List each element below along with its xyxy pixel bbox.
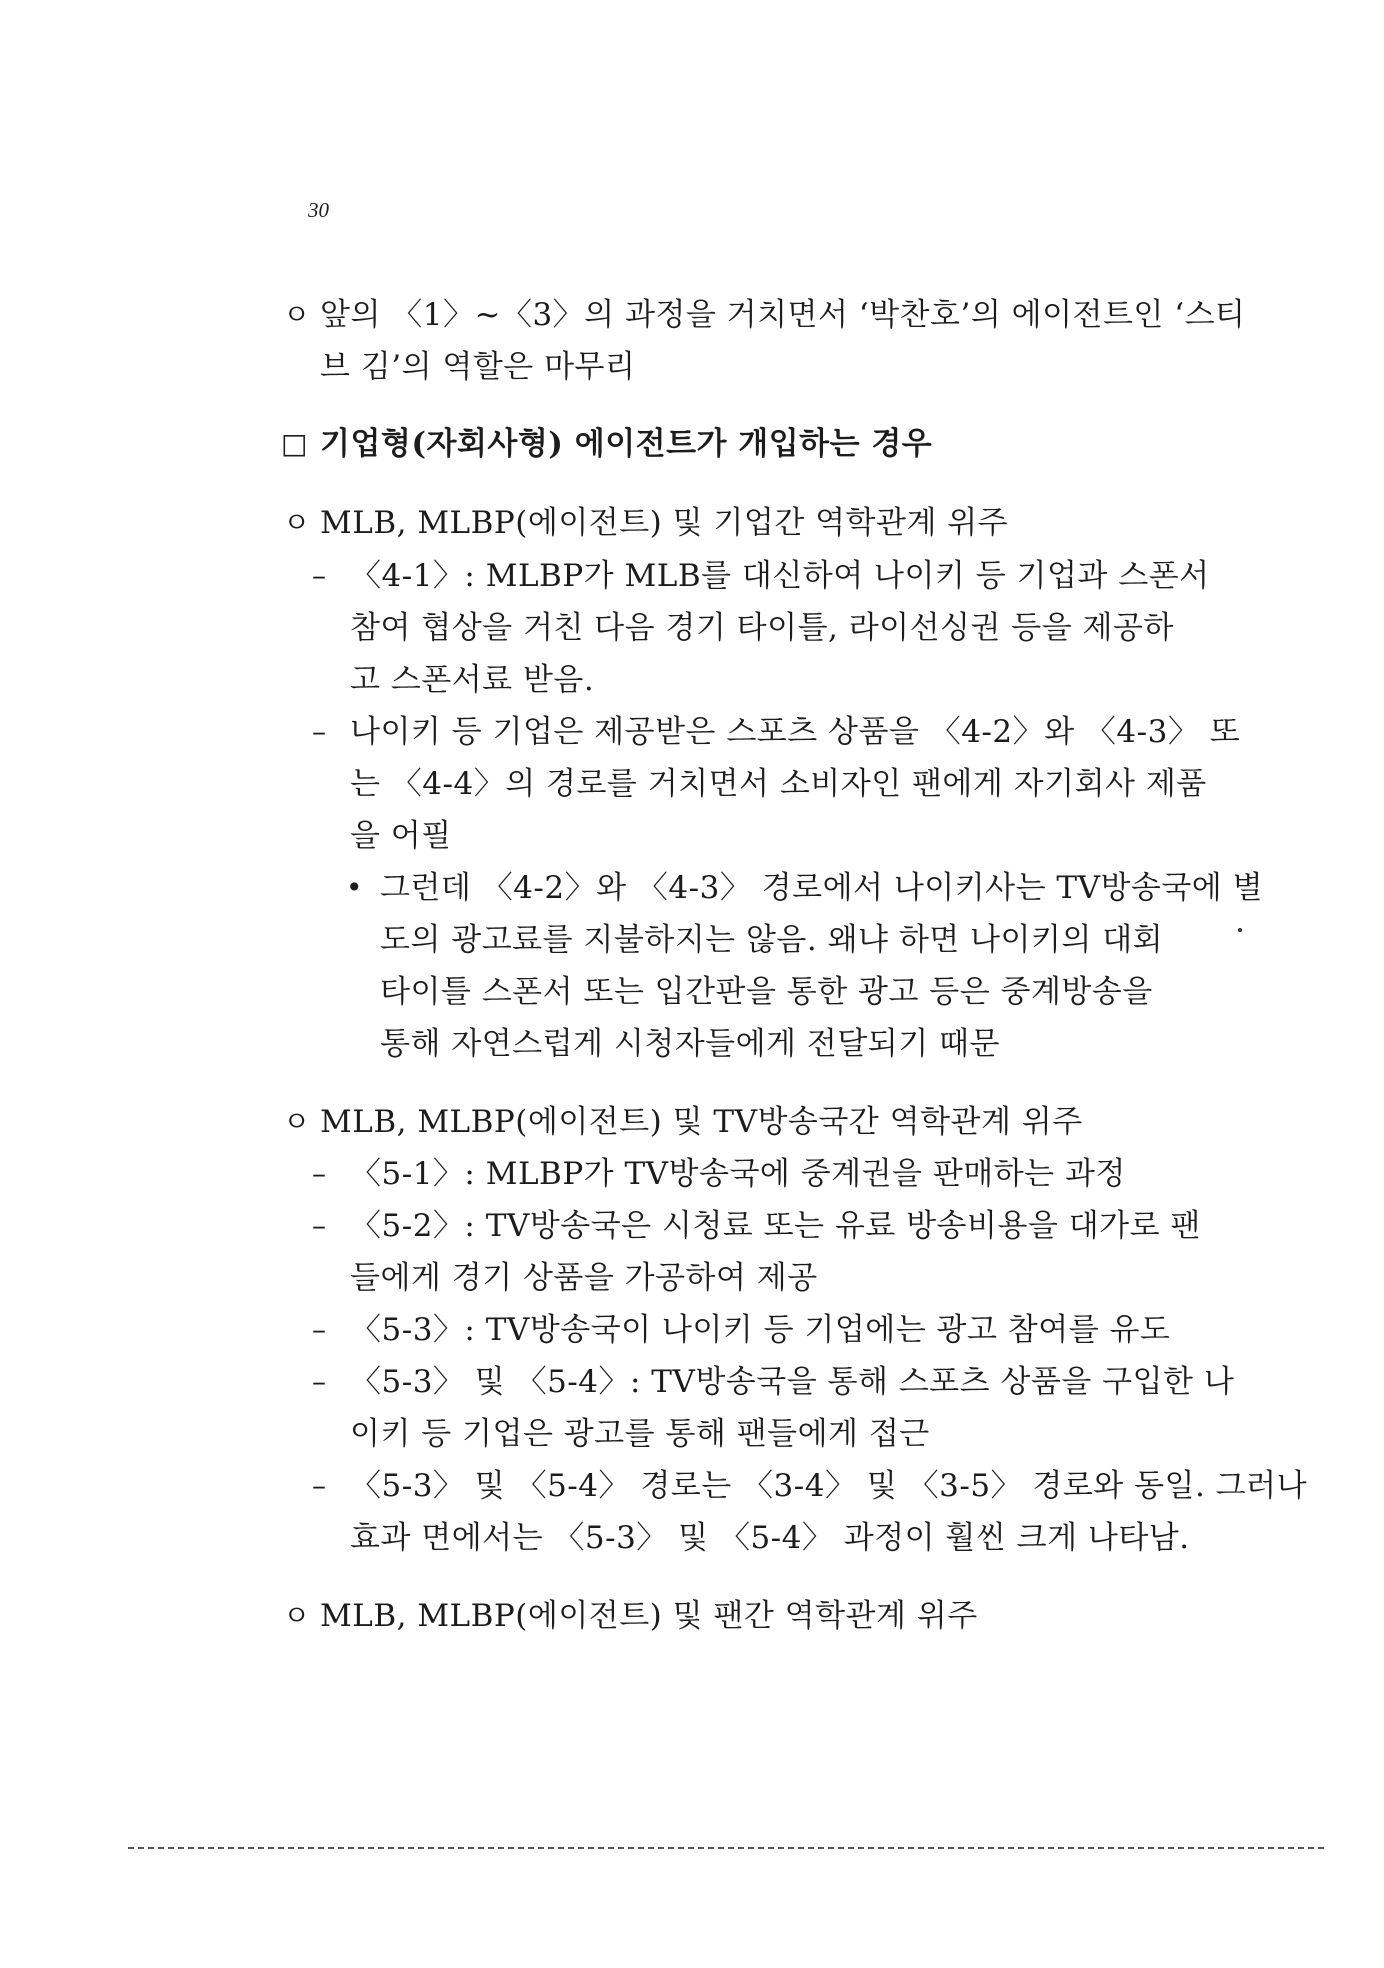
tv-item-5-line-1: 〈5-3〉 및 〈5-4〉 경로는 〈3-4〉 및 〈3-5〉 경로와 동일. 그러나 — [350, 1468, 1308, 1504]
corp-item-1-line-1: 〈4-1〉: MLBP가 MLB를 대신하여 나이키 등 기업과 스폰서 — [350, 558, 1210, 594]
fan-marker: ㅇ — [283, 1599, 311, 1632]
tv-item-2-marker: – — [312, 1209, 326, 1242]
tv-item-5-line-2: 효과 면에서는 〈5-3〉 및 〈5-4〉 과정이 훨씬 크게 나타남. — [350, 1520, 1190, 1556]
corp-item-2-line-2: 는 〈4-4〉의 경로를 거치면서 소비자인 팬에게 자기회사 제품 — [350, 766, 1207, 802]
tv-item-1-marker: – — [312, 1157, 326, 1190]
intro-line-2: 브 김’의 역할은 마무리 — [320, 349, 636, 385]
tv-item-4-marker: – — [312, 1365, 326, 1398]
intro-line-1: 앞의 〈1〉~〈3〉의 과정을 거치면서 ‘박찬호’의 에이전트인 ‘스티 — [320, 297, 1246, 333]
corp-item-2-line-3: 을 어필 — [350, 818, 452, 854]
corp-bullet-line-2: 도의 광고료를 지불하지는 않음. 왜냐 하면 나이키의 대회 — [380, 922, 1164, 958]
corp-bullet-line-1: 그런데 〈4-2〉와 〈4-3〉 경로에서 나이키사는 TV방송국에 별 — [380, 870, 1264, 906]
tv-item-4-line-1: 〈5-3〉 및 〈5-4〉: TV방송국을 통해 스포츠 상품을 구입한 나 — [350, 1364, 1235, 1400]
corp-item-2-marker: – — [312, 715, 326, 748]
corp-item-1-line-2: 참여 협상을 거친 다음 경기 타이틀, 라이선싱권 등을 제공하 — [350, 610, 1174, 646]
page-number: 30 — [308, 198, 329, 222]
bottom-rule — [128, 1847, 1324, 1849]
intro-marker: ㅇ — [283, 298, 311, 331]
section-heading: 기업형(자회사형) 에이전트가 개입하는 경우 — [320, 426, 933, 462]
corp-bullet-line-4: 통해 자연스럽게 시청자들에게 전달되기 때문 — [380, 1026, 1000, 1062]
section-heading-marker: □ — [281, 427, 308, 460]
tv-item-4-line-2: 이키 등 기업은 광고를 통해 팬들에게 접근 — [350, 1416, 930, 1452]
tv-item-1-line-1: 〈5-1〉: MLBP가 TV방송국에 중계권을 판매하는 과정 — [350, 1156, 1126, 1192]
tv-item-2-line-1: 〈5-2〉: TV방송국은 시청료 또는 유료 방송비용을 대가로 팬 — [350, 1208, 1201, 1244]
tv-item-5-marker: – — [312, 1469, 326, 1502]
corp-bullet-marker: • — [346, 871, 363, 904]
tv-item-3-marker: – — [312, 1313, 326, 1346]
corp-item-1-line-3: 고 스폰서료 받음. — [350, 662, 595, 698]
corp-item-1-marker: – — [312, 559, 326, 592]
tv-item-2-line-2: 들에게 경기 상품을 가공하여 제공 — [350, 1260, 818, 1296]
fan-title: MLB, MLBP(에이전트) 및 팬간 역학관계 위주 — [320, 1598, 978, 1634]
stray-dot — [1238, 928, 1242, 932]
corp-title: MLB, MLBP(에이전트) 및 기업간 역학관계 위주 — [320, 505, 1009, 541]
corp-bullet-line-3: 타이틀 스폰서 또는 입간판을 통한 광고 등은 중계방송을 — [380, 974, 1153, 1010]
tv-title: MLB, MLBP(에이전트) 및 TV방송국간 역학관계 위주 — [320, 1104, 1083, 1140]
corp-marker: ㅇ — [283, 506, 311, 539]
tv-item-3-line-1: 〈5-3〉: TV방송국이 나이키 등 기업에는 광고 참여를 유도 — [350, 1312, 1171, 1348]
tv-marker: ㅇ — [283, 1105, 311, 1138]
corp-item-2-line-1: 나이키 등 기업은 제공받은 스포츠 상품을 〈4-2〉와 〈4-3〉 또 — [350, 714, 1241, 750]
